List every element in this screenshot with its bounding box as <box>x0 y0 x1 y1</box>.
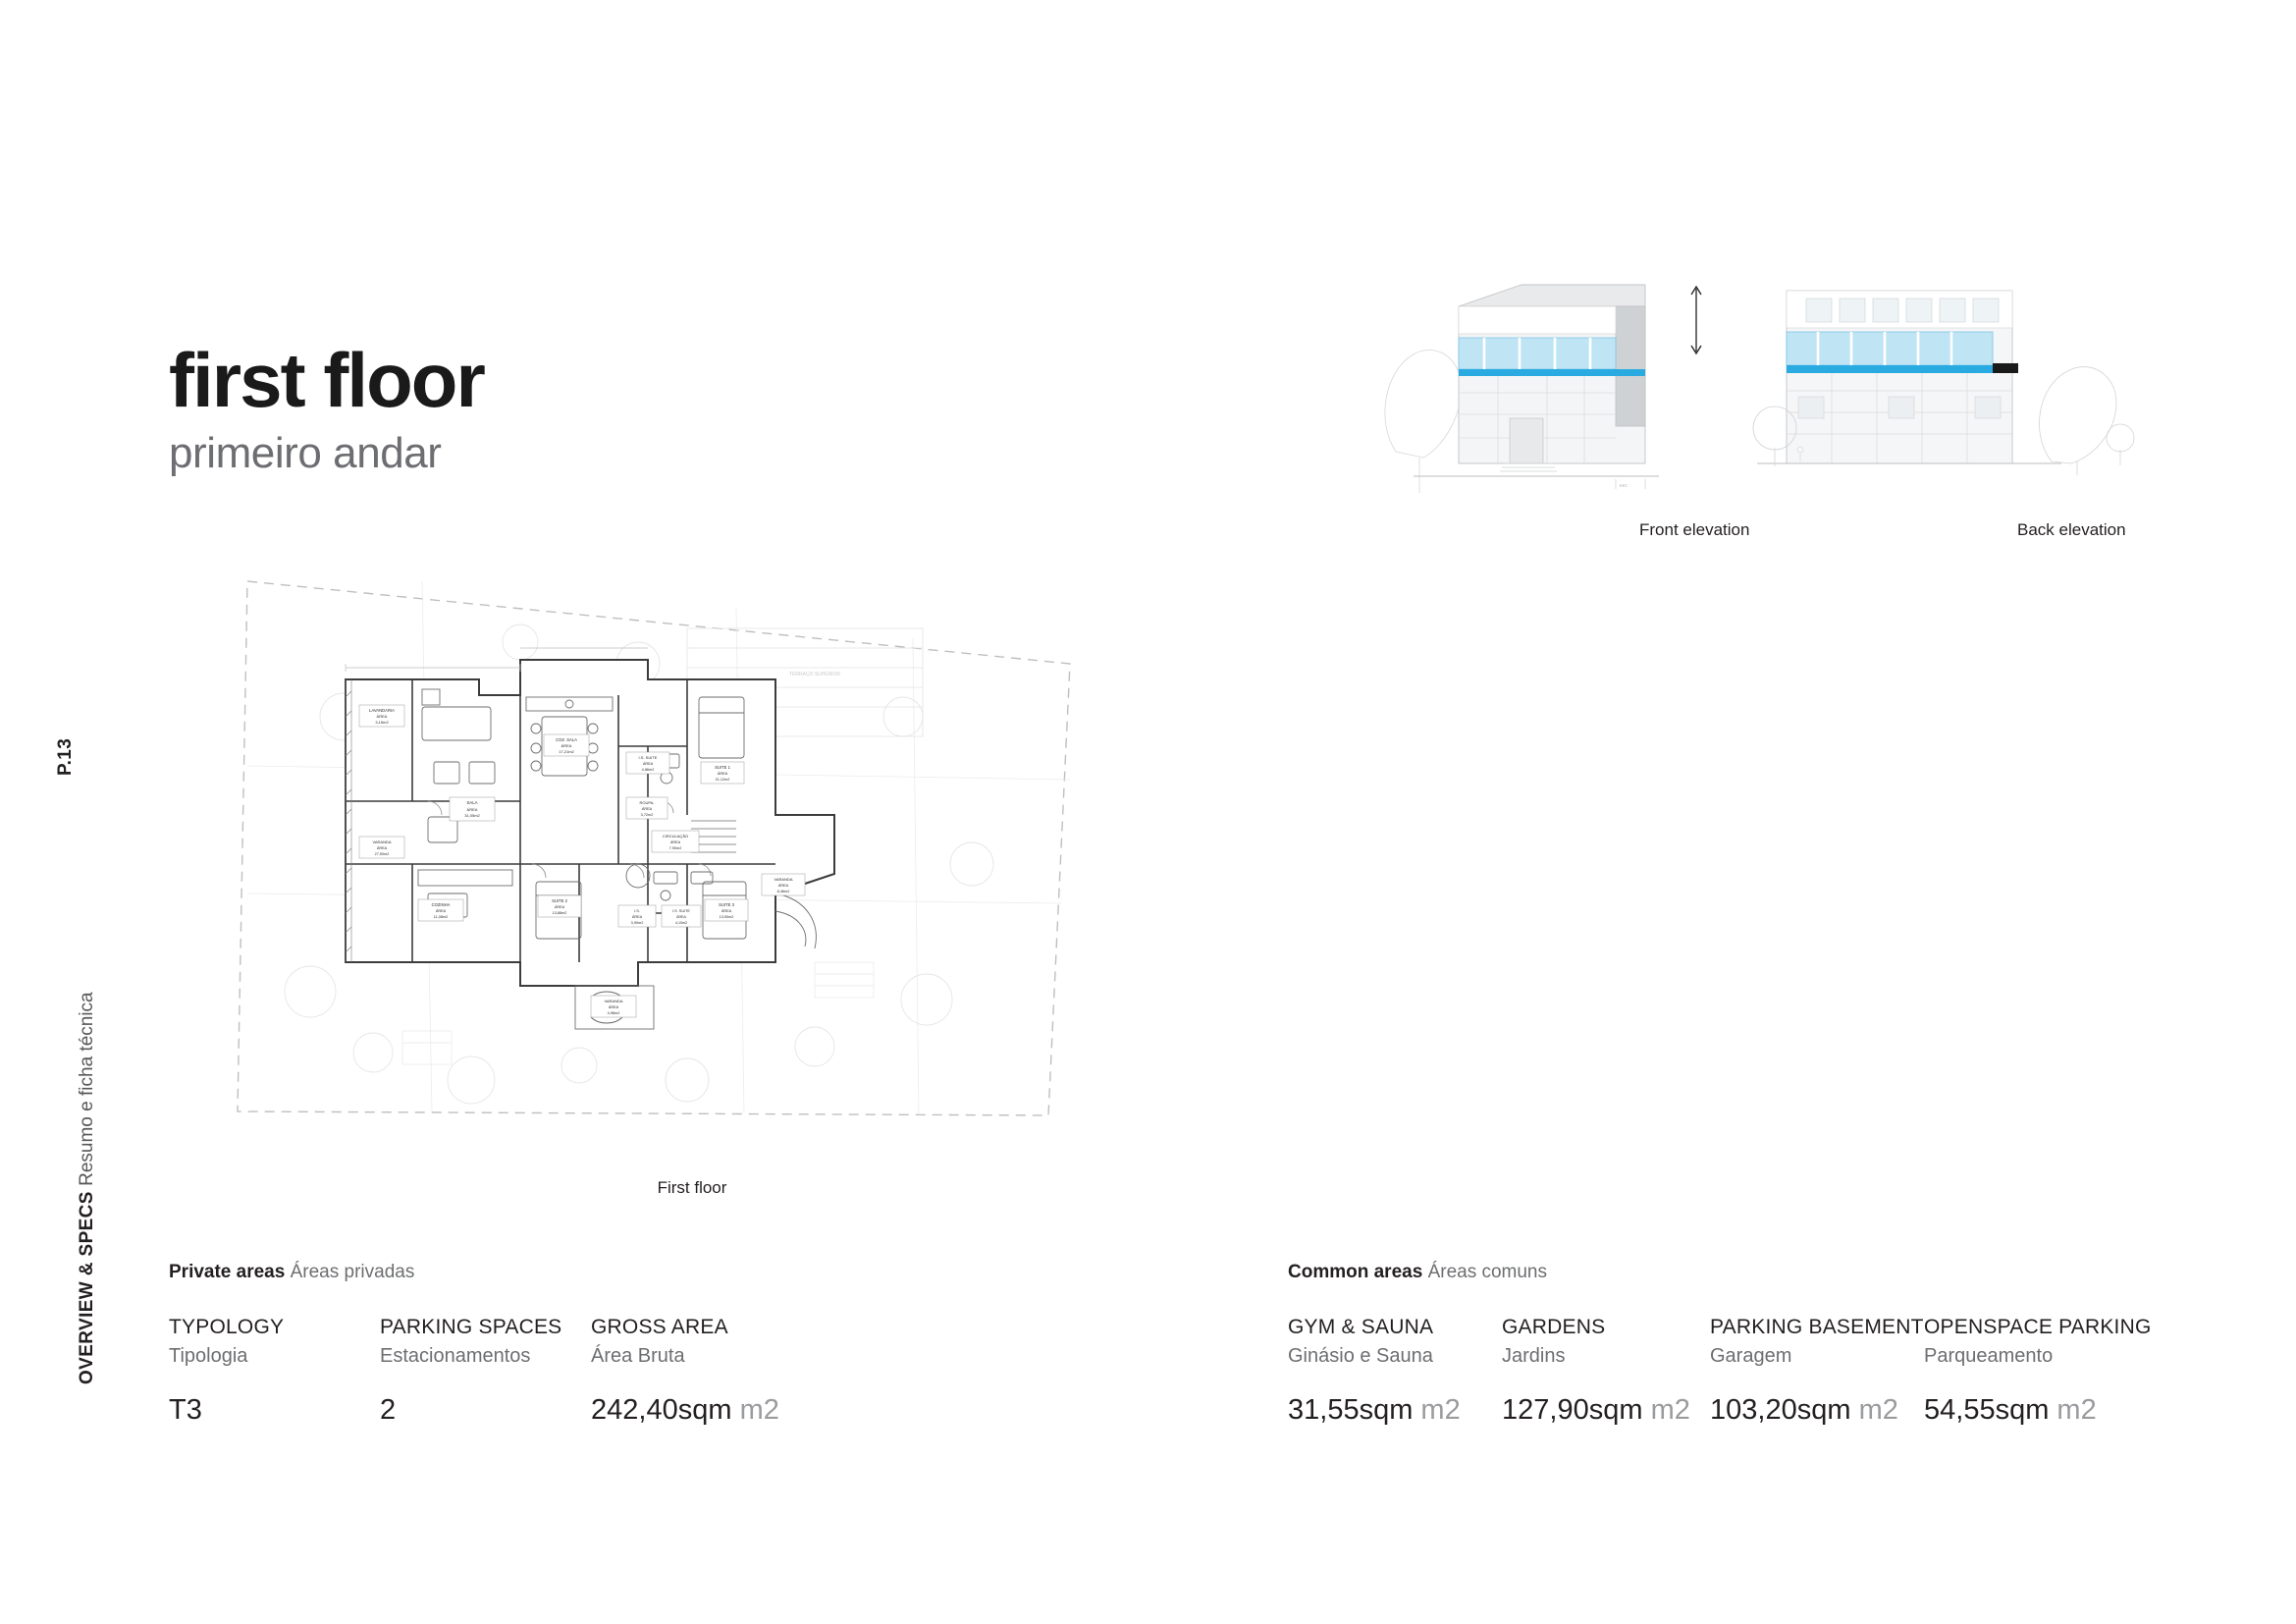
svg-text:ÁREA: ÁREA <box>641 807 653 811</box>
private-areas-section <box>169 1262 885 1427</box>
svg-text:7,90m2: 7,90m2 <box>668 846 682 850</box>
spec-parking-spaces <box>380 1315 591 1427</box>
svg-text:ÁREA: ÁREA <box>554 905 565 909</box>
spec-typology-label-pt: Tipologia <box>169 1345 248 1368</box>
svg-text:I.S.: I.S. <box>633 908 641 913</box>
spec-gym-sauna-label-en: GYM & SAUNA <box>1288 1316 1434 1338</box>
svg-text:ÁREA: ÁREA <box>561 743 572 748</box>
svg-text:17,21m2: 17,21m2 <box>559 749 574 754</box>
spec-gym-sauna-value-row <box>1288 1394 1502 1427</box>
svg-text:ÁREA: ÁREA <box>435 909 447 913</box>
svg-text:VARANDA: VARANDA <box>604 999 623 1003</box>
spec-parking-basement-label-en: PARKING BASEMENT <box>1710 1316 1924 1338</box>
spec-gross-area-unit: m2 <box>739 1394 779 1427</box>
svg-text:SUITE 2: SUITE 2 <box>552 898 567 903</box>
svg-text:4,98m2: 4,98m2 <box>607 1011 620 1015</box>
spec-gross-area-value-row <box>591 1394 885 1427</box>
svg-text:VARANDA: VARANDA <box>774 877 793 882</box>
building-outline <box>346 660 834 986</box>
svg-text:SUITE 1: SUITE 1 <box>715 765 730 770</box>
front-elevation-caption: Front elevation <box>1639 520 1750 539</box>
svg-text:27,50m2: 27,50m2 <box>374 852 390 856</box>
floor-plan-caption: First floor <box>657 1178 727 1197</box>
spec-openspace-parking-label-pt: Parqueamento <box>1924 1345 2054 1368</box>
spec-gardens-label-en: GARDENS <box>1502 1316 1606 1338</box>
floor-plan-drawing <box>226 569 1158 1159</box>
common-areas-heading <box>1288 1262 2150 1283</box>
svg-text:ÁREA: ÁREA <box>608 1005 619 1009</box>
svg-text:ROUPA.: ROUPA. <box>639 800 655 805</box>
page-number: P.13 <box>55 737 76 776</box>
spec-parking-spaces-label-en: PARKING SPACES <box>380 1316 562 1338</box>
private-areas-heading-pt: Áreas privadas <box>290 1262 415 1282</box>
svg-text:ÁREA: ÁREA <box>669 840 681 844</box>
elevations-svg <box>1374 265 2160 511</box>
svg-text:ÁREA: ÁREA <box>376 714 388 719</box>
page-title: first floor <box>169 337 484 423</box>
svg-text:LAVANDARIA: LAVANDARIA <box>369 708 395 713</box>
svg-text:13,88m2: 13,88m2 <box>552 911 567 915</box>
svg-text:3,90m2: 3,90m2 <box>630 921 644 925</box>
svg-text:COZINHA: COZINHA <box>431 902 451 907</box>
svg-text:I.S. SUITE: I.S. SUITE <box>672 909 690 913</box>
svg-text:I.S. SUITE: I.S. SUITE <box>638 755 658 760</box>
svg-text:21,12m2: 21,12m2 <box>715 778 730 782</box>
spec-gym-sauna-unit: m2 <box>1420 1394 1461 1427</box>
elevation-captions <box>1374 520 2160 544</box>
page-title-block <box>169 337 484 477</box>
common-areas-section <box>1288 1262 2150 1427</box>
private-areas-heading <box>169 1262 885 1283</box>
spec-gardens-label-pt: Jardins <box>1502 1345 1566 1368</box>
spec-openspace-parking-label-en: OPENSPACE PARKING <box>1924 1316 2152 1338</box>
section-subtitle: Resumo e ficha técnica <box>77 992 97 1186</box>
svg-text:VARANDA: VARANDA <box>372 839 392 844</box>
svg-text:3,15m2: 3,15m2 <box>375 720 389 725</box>
spec-typology-label-en: TYPOLOGY <box>169 1316 285 1338</box>
spec-gross-area-value: 242,40sqm <box>591 1394 732 1427</box>
back-elevation-caption: Back elevation <box>2017 520 2126 539</box>
spec-parking-basement-value-row <box>1710 1394 1924 1427</box>
svg-text:ÁREA: ÁREA <box>777 884 789 888</box>
section-title: OVERVIEW & SPECS <box>77 1191 97 1384</box>
svg-text:ÁREA: ÁREA <box>676 915 686 919</box>
svg-text:ÁREA: ÁREA <box>376 846 388 850</box>
spec-gross-area-label-en: GROSS AREA <box>591 1316 728 1338</box>
svg-text:SUITE 3: SUITE 3 <box>719 902 734 907</box>
spec-parking-spaces-label-pt: Estacionamentos <box>380 1345 531 1368</box>
spec-gross-area <box>591 1315 885 1427</box>
spec-gardens-unit: m2 <box>1650 1394 1690 1427</box>
svg-text:3,72m2: 3,72m2 <box>640 813 654 817</box>
spec-parking-basement-unit: m2 <box>1858 1394 1898 1427</box>
svg-text:4,10m2: 4,10m2 <box>675 921 687 925</box>
page-spine <box>55 0 102 1624</box>
svg-text:COZ. SALA: COZ. SALA <box>556 737 577 742</box>
svg-text:4,86m2: 4,86m2 <box>641 768 655 772</box>
spec-openspace-parking-value-row <box>1924 1394 2150 1427</box>
svg-text:ÁREA: ÁREA <box>717 772 728 776</box>
spec-typology <box>169 1315 380 1427</box>
spec-gross-area-label-pt: Área Bruta <box>591 1345 685 1368</box>
elevation-drawings <box>1374 265 2160 511</box>
svg-text:ÁREA: ÁREA <box>631 915 643 919</box>
svg-text:11,08m2: 11,08m2 <box>433 915 449 919</box>
svg-text:TERRAÇO SUPERIOR: TERRAÇO SUPERIOR <box>789 672 840 677</box>
spec-gym-sauna-value: 31,55sqm <box>1288 1394 1414 1427</box>
svg-text:ÁREA: ÁREA <box>642 762 654 766</box>
common-areas-heading-pt: Áreas comuns <box>1427 1262 1548 1282</box>
svg-text:13,90m2: 13,90m2 <box>719 915 734 919</box>
spec-openspace-parking-value: 54,55sqm <box>1924 1394 2050 1427</box>
spec-gardens <box>1502 1315 1710 1427</box>
svg-text:EST.: EST. <box>1620 483 1629 488</box>
svg-text:SALA: SALA <box>466 800 478 805</box>
spec-openspace-parking-unit: m2 <box>2056 1394 2097 1427</box>
spec-parking-basement-value: 103,20sqm <box>1710 1394 1851 1427</box>
spec-parking-spaces-value: 2 <box>380 1394 397 1427</box>
svg-text:ÁREA: ÁREA <box>466 807 478 812</box>
spec-parking-basement-label-pt: Garagem <box>1710 1345 1792 1368</box>
common-areas-heading-en: Common areas <box>1288 1262 1423 1282</box>
spec-gym-sauna-label-pt: Ginásio e Sauna <box>1288 1345 1433 1368</box>
svg-text:31,05m2: 31,05m2 <box>464 813 480 818</box>
section-label <box>77 992 98 1384</box>
front-elevation-drawing <box>1385 285 1659 493</box>
svg-text:ÁREA: ÁREA <box>721 909 732 913</box>
svg-text:8,46m2: 8,46m2 <box>776 890 790 893</box>
page-subtitle: primeiro andar <box>169 429 442 477</box>
back-elevation-drawing <box>1753 291 2134 475</box>
height-arrow-icon <box>1691 287 1701 353</box>
spec-parking-basement <box>1710 1315 1924 1427</box>
spec-gym-sauna <box>1288 1315 1502 1427</box>
spec-typology-value: T3 <box>169 1394 202 1427</box>
spec-gardens-value-row <box>1502 1394 1710 1427</box>
spec-openspace-parking <box>1924 1315 2150 1427</box>
private-areas-heading-en: Private areas <box>169 1262 286 1282</box>
spec-gardens-value: 127,90sqm <box>1502 1394 1643 1427</box>
floor-plan-svg <box>226 569 1158 1159</box>
svg-text:CIRCULAÇÃO: CIRCULAÇÃO <box>662 834 689 839</box>
